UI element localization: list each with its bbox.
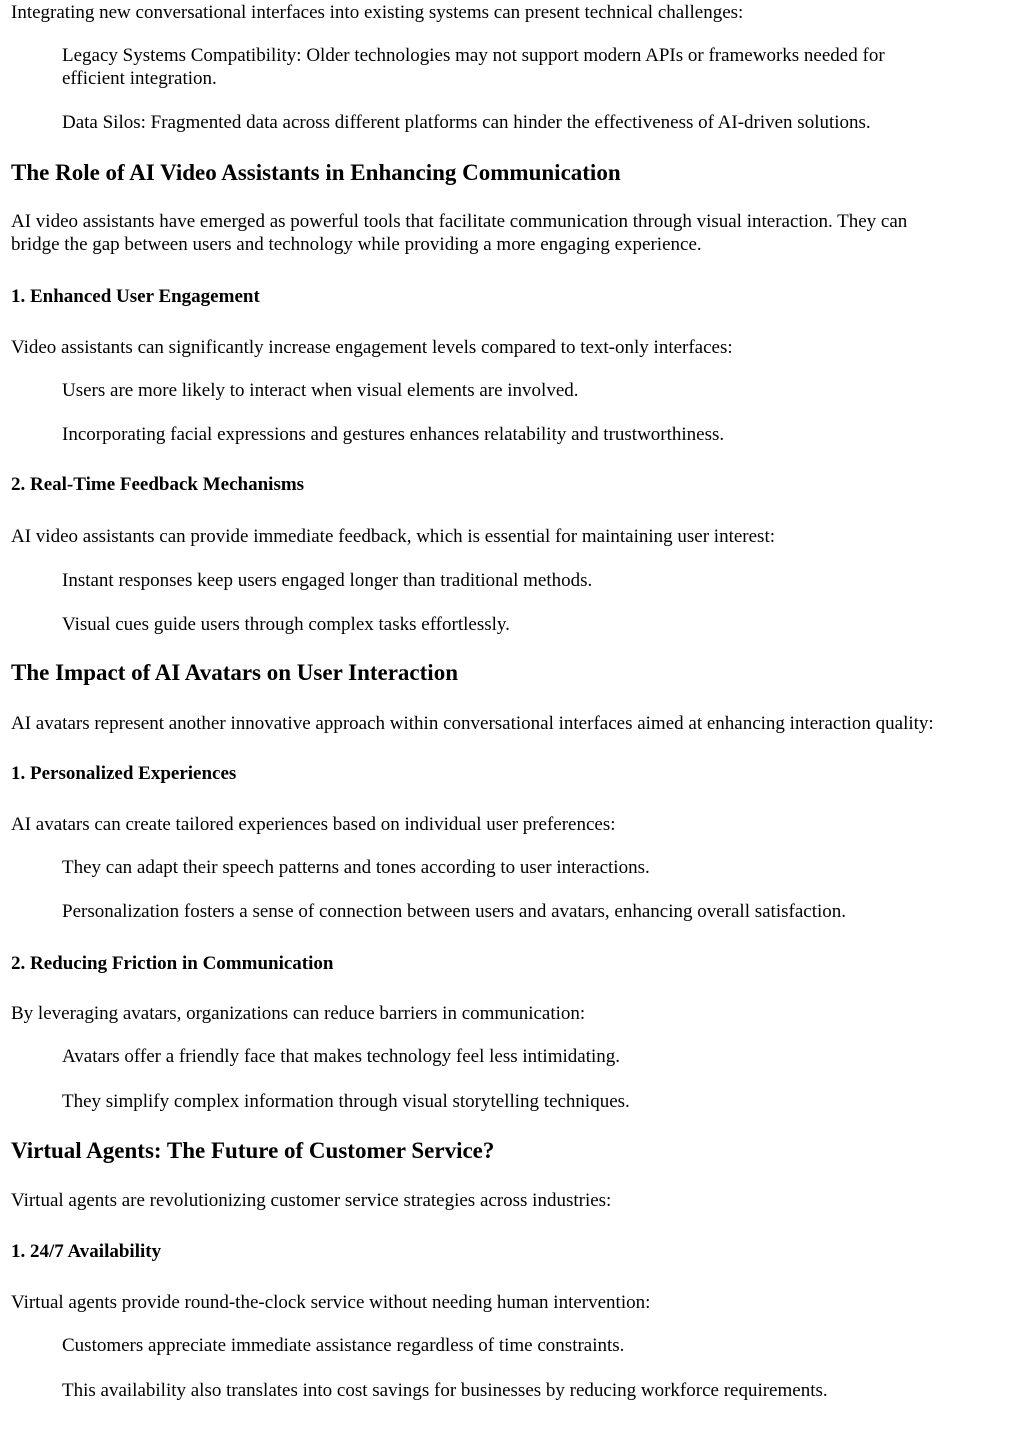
heading-virtual-agents: Virtual Agents: The Future of Customer Service? (11, 1138, 495, 1163)
list-item: Users are more likely to interact when visual elements are involved. (62, 380, 579, 401)
agents-paragraph: Virtual agents are revolutionizing customer service strategies across industries: (11, 1190, 612, 1211)
video-paragraph-line1: AI video assistants have emerged as powerful tools that facilitate communication through visual interaction. They can (11, 211, 908, 232)
heading-ai-avatars: The Impact of AI Avatars on User Interaction (11, 660, 458, 685)
list-item-data-silos: Data Silos: Fragmented data across different platforms can hinder the effectiveness of AI-driven solutions. (62, 112, 871, 133)
subheading-enhanced-engagement: 1. Enhanced User Engagement (11, 286, 260, 307)
list-item: Instant responses keep users engaged longer than traditional methods. (62, 570, 593, 591)
avatars-paragraph: AI avatars represent another innovative approach within conversational interfaces aimed at enhancing interaction quality: (11, 713, 934, 734)
list-item: Visual cues guide users through complex tasks effortlessly. (62, 614, 510, 635)
subheading-personalized: 1. Personalized Experiences (11, 763, 237, 784)
friction-intro: By leveraging avatars, organizations can reduce barriers in communication: (11, 1003, 586, 1024)
list-item: Avatars offer a friendly face that makes technology feel less intimidating. (62, 1046, 621, 1067)
feedback-intro: AI video assistants can provide immediate feedback, which is essential for maintaining user interest: (11, 526, 775, 547)
list-item: Customers appreciate immediate assistance regardless of time constraints. (62, 1335, 625, 1356)
subheading-realtime-feedback: 2. Real-Time Feedback Mechanisms (11, 474, 305, 495)
heading-video-assistants: The Role of AI Video Assistants in Enhancing Communication (11, 160, 621, 185)
list-item-legacy-line2: efficient integration. (62, 68, 217, 89)
list-item: Incorporating facial expressions and gestures enhances relatability and trustworthiness. (62, 424, 725, 445)
engagement-intro: Video assistants can significantly increase engagement levels compared to text-only interfaces: (11, 337, 733, 358)
list-item: They simplify complex information through visual storytelling techniques. (62, 1091, 630, 1112)
list-item-legacy-line1: Legacy Systems Compatibility: Older technologies may not support modern APIs or frameworks needed for (62, 45, 885, 66)
video-paragraph-line2: bridge the gap between users and technology while providing a more engaging experience. (11, 234, 702, 255)
list-item: Personalization fosters a sense of connection between users and avatars, enhancing overall satisfaction. (62, 901, 847, 922)
subheading-reducing-friction: 2. Reducing Friction in Communication (11, 953, 334, 974)
availability-intro: Virtual agents provide round-the-clock service without needing human intervention: (11, 1292, 651, 1313)
list-item: They can adapt their speech patterns and tones according to user interactions. (62, 857, 650, 878)
list-item: This availability also translates into cost savings for businesses by reducing workforce requirements. (62, 1380, 828, 1401)
intro-paragraph: Integrating new conversational interfaces into existing systems can present technical challenges: (11, 2, 744, 23)
subheading-availability: 1. 24/7 Availability (11, 1241, 162, 1262)
personalized-intro: AI avatars can create tailored experiences based on individual user preferences: (11, 814, 616, 835)
